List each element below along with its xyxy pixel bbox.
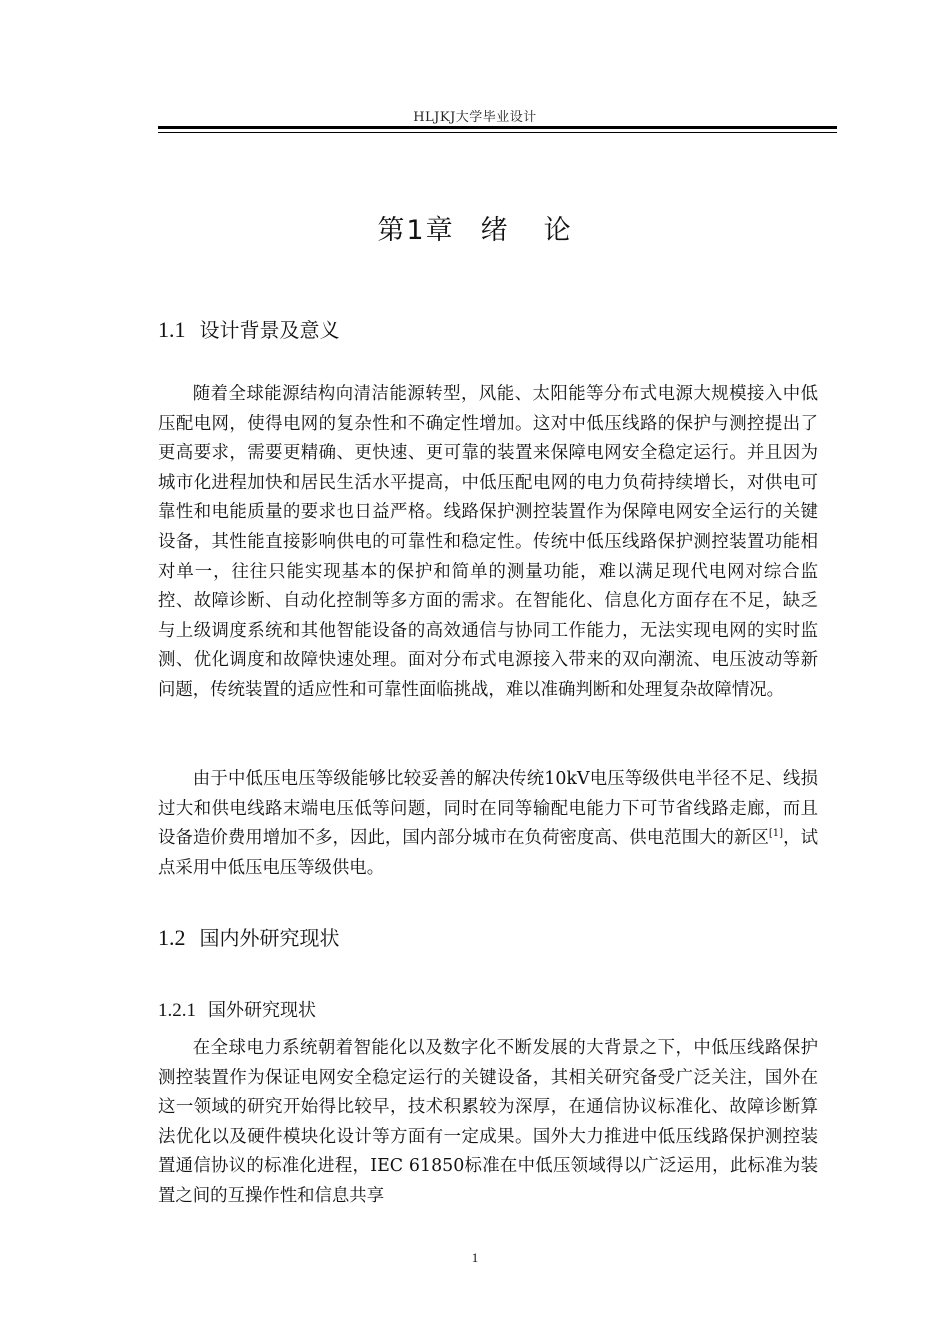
paragraph-text-end: ，试点采用中低压电压等级供电。 bbox=[158, 828, 818, 878]
paragraph-voltage-level bbox=[158, 765, 818, 883]
header-rule-thick bbox=[158, 126, 837, 129]
paragraph-text: 由于中低压电压等级能够比较妥善的解决传统10kV电压等级供电半径不足、线损过大和供电线路末端电压低等问题，同时在同等输配电能力下可节省线路走廊，而且设备造价费用增加不多，因此，国内部分城市在负荷密度高、供电范围大的新区 bbox=[158, 769, 818, 849]
section-number: 1.2 bbox=[158, 925, 186, 950]
section-title: 国内外研究现状 bbox=[199, 926, 340, 950]
page-number: 1 bbox=[471, 1250, 479, 1265]
subsection-title: 国外研究现状 bbox=[208, 1000, 316, 1021]
paragraph-foreign-research: 在全球电力系统朝着智能化以及数字化不断发展的大背景之下，中低压线路保护测控装置作为保证电网安全稳定运行的关键设备，其相关研究备受广泛关注，国外在这一领域的研究开始得比较早，技术积累较为深厚，在通信协议标准化、故障诊断算法优化以及硬件模块化设计等方面有一定成果。国外大力推进中低压线路保护测控装置通信协议的标准化进程，IEC 61850标准在中低压领域得以广泛运用，此标准为装置之间的互操作性和信息共享 bbox=[158, 1038, 818, 1206]
chapter-title bbox=[0, 208, 950, 247]
section-number: 1.1 bbox=[158, 317, 186, 342]
subsection-number: 1.2.1 bbox=[158, 1000, 196, 1021]
paragraph-background: 随着全球能源结构向清洁能源转型，风能、太阳能等分布式电源大规模接入中低压配电网，使得电网的复杂性和不确定性增加。这对中低压线路的保护与测控提出了更高要求，需要更精确、更快速、更可靠的装置来保障电网安全稳定运行。并且因为城市化进程加快和居民生活水平提高，中低压配电网的电力负荷持续增长，对供电可靠性和电能质量的要求也日益严格。线路保护测控装置作为保障电网安全运行的关键设备，其性能直接影响供电的可靠性和稳定性。传统中低压线路保护测控装置功能相对单一，往往只能实现基本的保护和简单的测量功能，难以满足现代电网对综合监控、故障诊断、自动化控制等多方面的需求。在智能化、信息化方面存在不足，缺乏与上级调度系统和其他智能设备的高效通信与协同工作能力，无法实现电网的实时监测、优化调度和故障快速处理。面对分布式电源接入带来的双向潮流、电压波动等新问题，传统装置的适应性和可靠性面临挑战，难以准确判断和处理复杂故障情况。 bbox=[158, 384, 818, 700]
citation-ref: [1] bbox=[768, 828, 784, 840]
subsection-heading-1-2-1 bbox=[158, 996, 316, 1022]
section-title: 设计背景及意义 bbox=[199, 318, 340, 342]
header-rule-thin bbox=[158, 132, 837, 133]
chapter-title-part2: 论 bbox=[543, 215, 573, 246]
chapter-title-part1: 绪 bbox=[480, 215, 510, 246]
running-header: HLJKJ大学毕业设计 bbox=[413, 110, 537, 125]
section-heading-1-2 bbox=[158, 922, 340, 951]
chapter-label: 第1章 bbox=[377, 215, 455, 246]
section-heading-1-1 bbox=[158, 314, 340, 343]
